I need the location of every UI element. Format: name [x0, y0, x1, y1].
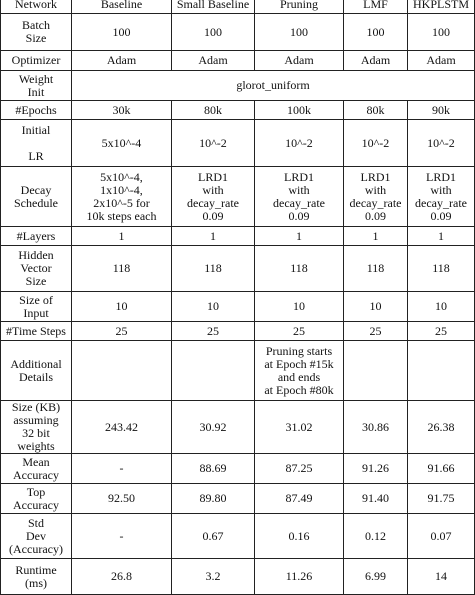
table-cell: 30.92 [172, 401, 255, 454]
header-cell-method: LMF [344, 0, 408, 14]
row-label: Size of Input [1, 292, 72, 322]
table-cell [408, 341, 475, 401]
table-row [1, 292, 475, 322]
table-cell: 100 [72, 14, 172, 51]
row-label: #Epochs [1, 101, 72, 120]
row-label: Initial LR [1, 120, 72, 167]
table-cell: 30k [72, 101, 172, 120]
table-cell: 0.67 [172, 514, 255, 559]
row-label: Runtime (ms) [1, 559, 72, 595]
row-label: Hidden Vector Size [1, 246, 72, 292]
table-cell: 5x10^-4, 1x10^-4, 2x10^-5 for 10k steps each [72, 167, 172, 227]
table-cell: - [72, 454, 172, 484]
table-cell: 118 [172, 246, 255, 292]
table-row [1, 246, 475, 292]
table-cell: Adam [344, 51, 408, 71]
table-cell: 92.50 [72, 484, 172, 514]
table-cell: 89.80 [172, 484, 255, 514]
table-row [1, 484, 475, 514]
table-cell: LRD1 with decay_rate 0.09 [344, 167, 408, 227]
table-row [1, 167, 475, 227]
table-cell: 25 [255, 322, 344, 341]
row-label: Mean Accuracy [1, 454, 72, 484]
table-cell: 25 [344, 322, 408, 341]
table-cell: 87.25 [255, 454, 344, 484]
table-row [1, 401, 475, 454]
table-cell: 25 [72, 322, 172, 341]
table-cell: 90k [408, 101, 475, 120]
table-row [1, 71, 475, 101]
table-cell: 91.26 [344, 454, 408, 484]
row-label: Weight Init [1, 71, 72, 101]
table-cell: 118 [408, 246, 475, 292]
table-cell: 14 [408, 559, 475, 595]
table-cell: 1 [172, 227, 255, 246]
table-cell: 243.42 [72, 401, 172, 454]
table-cell: 10 [408, 292, 475, 322]
table-cell: 80k [172, 101, 255, 120]
table-cell: Adam [72, 51, 172, 71]
table-cell: 3.2 [172, 559, 255, 595]
table-cell: 10 [172, 292, 255, 322]
table-row [1, 101, 475, 120]
row-label: Additional Details [1, 341, 72, 401]
table-cell [172, 341, 255, 401]
table-row [1, 120, 475, 167]
table-row [1, 514, 475, 559]
table-header-row [1, 0, 475, 14]
table-cell: 10^-2 [344, 120, 408, 167]
row-label: Decay Schedule [1, 167, 72, 227]
table-cell: LRD1 with decay_rate 0.09 [408, 167, 475, 227]
row-label: Optimizer [1, 51, 72, 71]
table-cell: 0.07 [408, 514, 475, 559]
row-label: Batch Size [1, 14, 72, 51]
table-cell: 30.86 [344, 401, 408, 454]
table-cell: 10 [344, 292, 408, 322]
table-cell: 10^-2 [172, 120, 255, 167]
table-cell: 10 [255, 292, 344, 322]
table-cell: 91.66 [408, 454, 475, 484]
table-cell: 1 [408, 227, 475, 246]
table-cell: Adam [408, 51, 475, 71]
row-label: #Time Steps [1, 322, 72, 341]
table-cell: glorot_uniform [72, 71, 475, 101]
table-row [1, 454, 475, 484]
table-cell: LRD1 with decay_rate 0.09 [172, 167, 255, 227]
table-cell: 31.02 [255, 401, 344, 454]
row-label: Std Dev (Accuracy) [1, 514, 72, 559]
table-cell: 1 [255, 227, 344, 246]
table-cell: LRD1 with decay_rate 0.09 [255, 167, 344, 227]
table-row [1, 341, 475, 401]
table-cell: 91.75 [408, 484, 475, 514]
table-cell: 118 [72, 246, 172, 292]
row-label: #Layers [1, 227, 72, 246]
table-cell: 100 [408, 14, 475, 51]
header-cell-method: Pruning [255, 0, 344, 14]
table-cell: 87.49 [255, 484, 344, 514]
table-cell: 100 [172, 14, 255, 51]
table-cell: 88.69 [172, 454, 255, 484]
table-cell: 25 [408, 322, 475, 341]
row-label: Top Accuracy [1, 484, 72, 514]
table-cell: 118 [344, 246, 408, 292]
table-body [1, 0, 475, 595]
table-cell: 80k [344, 101, 408, 120]
table-cell: Pruning starts at Epoch #15k and ends at Epoch #80k [255, 341, 344, 401]
table-cell: 100k [255, 101, 344, 120]
table-cell: 0.12 [344, 514, 408, 559]
table-cell: 0.16 [255, 514, 344, 559]
table-cell: 100 [344, 14, 408, 51]
table-row [1, 51, 475, 71]
header-cell-method: HKPLSTM [408, 0, 475, 14]
table-cell: 10^-2 [255, 120, 344, 167]
table-cell: 26.38 [408, 401, 475, 454]
table-cell: 10 [72, 292, 172, 322]
header-cell-method: Baseline [72, 0, 172, 14]
table-row [1, 14, 475, 51]
table-cell: 118 [255, 246, 344, 292]
table-row [1, 559, 475, 595]
table-cell: Adam [172, 51, 255, 71]
table-cell: 1 [344, 227, 408, 246]
table-cell: 10^-2 [408, 120, 475, 167]
table-cell: 1 [72, 227, 172, 246]
table-cell: 100 [255, 14, 344, 51]
table-cell: Adam [255, 51, 344, 71]
row-label: Size (KB) assuming 32 bit weights [1, 401, 72, 454]
header-cell-method: Small Baseline [172, 0, 255, 14]
table-cell: 11.26 [255, 559, 344, 595]
table-row [1, 322, 475, 341]
header-cell-network: Network [1, 0, 72, 14]
table-cell: 5x10^-4 [72, 120, 172, 167]
table-cell: 6.99 [344, 559, 408, 595]
table-cell: 26.8 [72, 559, 172, 595]
table-cell: 91.40 [344, 484, 408, 514]
table-row [1, 227, 475, 246]
table-cell [344, 341, 408, 401]
table-cell: 25 [172, 322, 255, 341]
table-cell [72, 341, 172, 401]
table-cell: - [72, 514, 172, 559]
